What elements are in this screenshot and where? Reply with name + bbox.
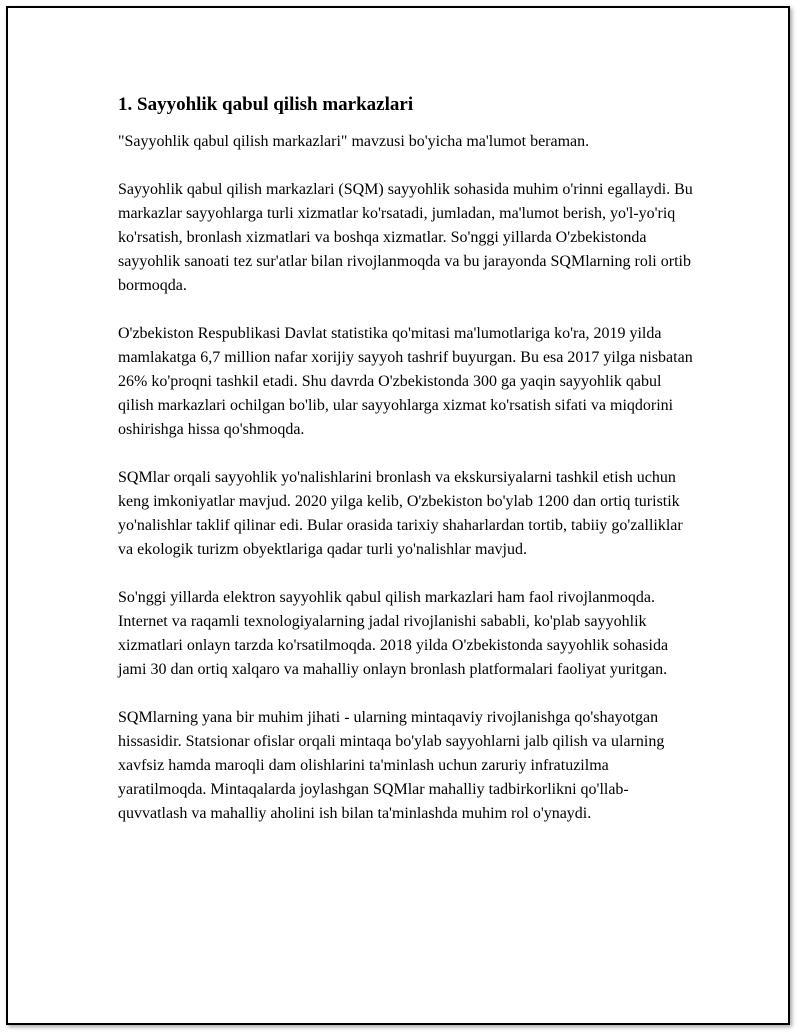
- paragraph-sqm-role: Sayyohlik qabul qilish markazlari (SQM) sayyohlik sohasida muhim o'rinni egallaydi. Bu markazlar sayyohlarga turli xizmatlar ko'rsatadi, jumladan, ma'lumot berish, yo'l-yo'riq ko'rsatish, bronlash xizmatlari va boshqa xizmatlar. So'nggi yillarda O'zbekistonda sayyohlik sanoati tez sur'atlar bilan rivojlanmoqda va bu jarayonda SQMlarning roli ortib bormoqda.: [118, 181, 693, 294]
- paragraph-electronic-centers: So'nggi yillarda elektron sayyohlik qabul qilish markazlari ham faol rivojlanmoqda. Internet va raqamli texnologiyalarning jadal rivojlanishi sababli, ko'plab sayyohlik xizmatlari onlayn tarzda ko'rsatilmoqda. 2018 yilda O'zbekistonda sayyohlik sohasida jami 30 dan ortiq xalqaro va mahalliy onlayn bronlash platformalari faoliyat yuritgan.: [118, 589, 669, 678]
- intro-paragraph: "Sayyohlik qabul qilish markazlari" mavzusi bo'yicha ma'lumot beraman.: [118, 133, 590, 150]
- paragraph-booking-routes: SQMlar orqali sayyohlik yo'nalishlarini bronlash va ekskursiyalarni tashkil etish uchun keng imkoniyatlar mavjud. 2020 yilga kelib, O'zbekiston bo'ylab 1200 dan ortiq turistik yo'nalishlar taklif qilinar edi. Bular orasida tarixiy shaharlardan tortib, tabiiy go'zalliklar va ekologik turizm obyektlariga qadar turli yo'nalishlar mavjud.: [118, 469, 683, 558]
- section-heading: 1. Sayyohlik qabul qilish markazlari: [118, 94, 414, 115]
- paragraph-regional-development: SQMlarning yana bir muhim jihati - ularning mintaqaviy rivojlanishga qo'shayotgan hissasidir. Statsionar ofislar orqali mintaqa bo'ylab sayyohlarni jalb qilish va ularning xavfsiz hamda maroqli dam olishlarini ta'minlash uchun zaruriy infratuzilma yaratilmoqda. Mintaqalarda joylashgan SQMlar mahalliy tadbirkorlikni qo'llab-quvvatlash va mahalliy aholini ish bilan ta'minlashda muhim rol o'ynaydi.: [118, 709, 665, 822]
- paragraph-statistics: O'zbekiston Respublikasi Davlat statistika qo'mitasi ma'lumotlariga ko'ra, 2019 yilda mamlakatga 6,7 million nafar xorijiy sayyoh tashrif buyurgan. Bu esa 2017 yilga nisbatan 26% ko'proqni tashkil etadi. Shu davrda O'zbekistonda 300 ga yaqin sayyohlik qabul qilish markazlari ochilgan bo'lib, ular sayyohlarga xizmat ko'rsatish sifati va miqdorini oshirishga hissa qo'shmoqda.: [118, 325, 693, 438]
- document-body: [118, 92, 698, 850]
